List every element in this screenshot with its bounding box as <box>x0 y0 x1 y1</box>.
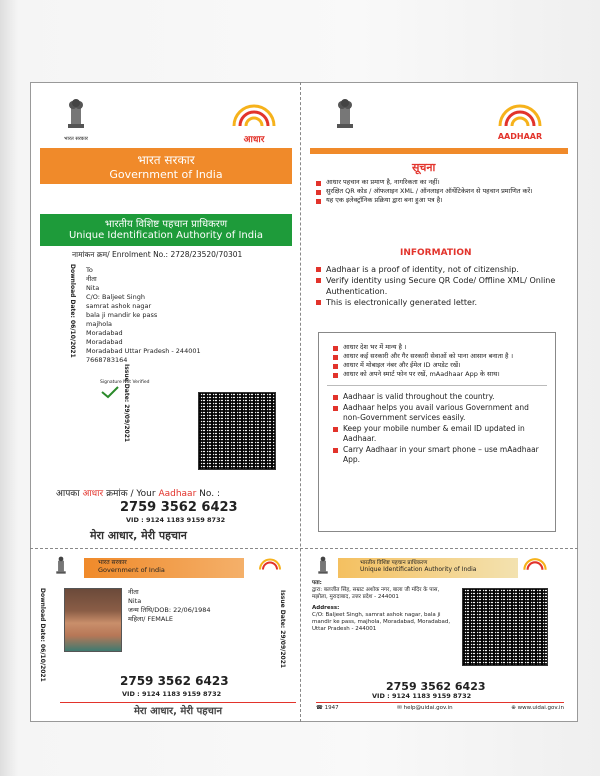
vertical-cut-line <box>300 82 301 722</box>
address-label-hindi: पता: <box>312 580 322 586</box>
logo-text-en: AADHAAR <box>497 132 543 141</box>
front-logo <box>256 556 284 578</box>
national-emblem-icon <box>316 556 330 576</box>
signature-status: Signature Not Verified <box>100 380 150 385</box>
information-item: This is electronically generated letter. <box>316 297 560 308</box>
national-emblem-icon <box>334 98 356 132</box>
notice-list <box>316 178 556 205</box>
address-line: To <box>86 266 93 274</box>
benefits-box <box>318 332 556 532</box>
signature-block <box>100 380 156 404</box>
front-emblem <box>54 556 68 580</box>
label-prefix: आपका <box>56 489 80 499</box>
label-mid: क्रमांक / Your <box>106 489 156 499</box>
address-english: C/O: Baljeet Singh, samrat ashok nagar, bala ji mandir ke pass, majhola, Moradabad, Moradabad, Uttar Pradesh - 244001 <box>312 611 451 633</box>
front-details <box>128 588 211 624</box>
signature-check-icon <box>100 385 120 399</box>
website-url: www.uidai.gov.in <box>517 705 564 711</box>
government-of-india-bar <box>40 148 292 184</box>
back-vid: VID : 9124 1183 9159 8732 <box>372 692 472 700</box>
qr-code-letter <box>198 392 276 470</box>
holder-dob: जन्म तिथि/DOB: 22/06/1984 <box>128 606 211 614</box>
back-address <box>312 580 456 633</box>
back-logo <box>520 556 550 578</box>
front-gov-hindi: भारत सरकार <box>98 559 127 566</box>
national-emblem-icon <box>65 98 87 132</box>
front-gov-english: Government of India <box>98 566 165 574</box>
notice-item: यह एक इलेक्ट्रॉनिक प्रक्रिया द्वारा बना हुआ पत्र है। <box>316 196 556 205</box>
recipient-address <box>86 266 236 365</box>
tagline: मेरा आधार, मेरी पहचान <box>90 529 187 542</box>
benefit-item-english: Aadhaar is valid throughout the country. <box>333 392 547 403</box>
orange-stripe <box>310 148 568 154</box>
emblem-caption: भारत सरकार <box>64 136 88 142</box>
aadhaar-sun-logo-icon <box>492 100 548 134</box>
address-line: नीता <box>86 275 97 283</box>
notice-item: सुरक्षित QR कोड / ऑफलाइन XML / ऑनलाइन ऑथेंटिकेशन से पहचान प्रमाणित करें। <box>316 187 556 196</box>
back-emblem <box>316 556 330 580</box>
front-download-date: Download Date: 06/10/2021 <box>39 588 46 682</box>
information-item: Verify identity using Secure QR Code/ Offline XML/ Online Authentication. <box>316 275 560 297</box>
qr-code-card <box>462 588 548 666</box>
benefit-item-hindi: आधार देश भर में मान्य है । <box>333 343 547 352</box>
web-contact: ⊕ www.uidai.gov.in <box>511 705 564 711</box>
front-vid: VID : 9124 1183 9159 8732 <box>122 690 222 698</box>
front-tagline: मेरा आधार, मेरी पहचान <box>60 702 296 716</box>
address-line: Moradabad Uttar Pradesh - 244001 <box>86 347 201 355</box>
address-line: bala ji mandir ke pass <box>86 311 158 319</box>
notice-title: सूचना <box>412 161 436 174</box>
back-uidai-bar <box>338 558 518 578</box>
aadhaar-sun-logo-icon <box>226 100 282 134</box>
holder-photo <box>64 588 122 652</box>
contact-footer <box>316 702 564 714</box>
label-aadhaar-hi: आधार <box>82 489 104 499</box>
notice-item: आधार पहचान का प्रमाण है, नागरिकता का नहीं। <box>316 178 556 187</box>
uidai-english: Unique Identification Authority of India <box>68 230 264 241</box>
address-line: Moradabad <box>86 329 123 337</box>
enrolment-number: नामांकन क्रम/ Enrolment No.: 2728/23520/70301 <box>72 250 243 259</box>
benefit-item-hindi: आधार को अपने स्मार्ट फोन पर रखें, mAadhaar App के साथ। <box>333 370 547 379</box>
phone-number: 1947 <box>324 705 339 711</box>
aadhaar-number-label <box>56 486 296 499</box>
address-line: Moradabad <box>86 338 123 346</box>
front-gov-bar <box>84 558 244 578</box>
benefit-item-english: Keep your mobile number & email ID updated in Aadhaar. <box>333 424 547 445</box>
gov-hindi: भारत सरकार <box>137 153 195 167</box>
benefits-hindi-list <box>333 343 547 379</box>
benefit-item-hindi: आधार कई सरकारी और गैर सरकारी सेवाओं को पाना आसान बनाता है । <box>333 352 547 361</box>
download-date-left: Download Date: 06/10/2021 <box>69 264 76 358</box>
address-line: majhola <box>86 320 113 328</box>
back-aadhaar-number: 2759 3562 6423 <box>386 680 486 693</box>
back-uidai-english: Unique Identification Authority of India <box>360 566 477 573</box>
aadhaar-logo <box>222 100 286 145</box>
aadhaar-sun-logo-icon <box>520 556 550 574</box>
aadhaar-number: 2759 3562 6423 <box>120 500 238 515</box>
email-address: help@uidai.gov.in <box>403 705 453 711</box>
information-item: Aadhaar is a proof of identity, not of citizenship. <box>316 264 560 275</box>
information-title: INFORMATION <box>400 248 472 258</box>
emblem-right <box>334 98 356 136</box>
back-uidai-hindi: भारतीय विशिष्ट पहचान प्राधिकरण <box>360 560 428 566</box>
address-line: Nita <box>86 284 100 292</box>
national-emblem-icon <box>54 556 68 576</box>
address-hindi: द्वारा: बलजीत सिंह, सम्राट अशोक नगर, बाला जी मंदिर के पास, मझोला, मुरादाबाद, उत्तर प्रदेश - 244001 <box>312 587 440 601</box>
holder-name-hindi: नीता <box>128 588 139 596</box>
address-line: samrat ashok nagar <box>86 302 152 310</box>
emblem-block <box>56 98 96 142</box>
address-line: 7668783164 <box>86 356 128 364</box>
holder-name-english: Nita <box>128 597 142 605</box>
aadhaar-logo-right <box>488 100 552 141</box>
phone-contact: ☎ 1947 <box>316 705 339 711</box>
issue-date-left: Issue Date: 29/09/2021 <box>123 364 130 443</box>
holder-gender: महिला/ FEMALE <box>128 615 173 623</box>
label-suffix: No. : <box>199 489 220 499</box>
front-aadhaar-number: 2759 3562 6423 <box>120 674 229 688</box>
benefits-english-list <box>333 392 547 466</box>
vid-number: VID : 9124 1183 9159 8732 <box>126 516 226 524</box>
label-aadhaar-en: Aadhaar <box>158 489 197 499</box>
uidai-bar <box>40 214 292 246</box>
email-contact: ✉ help@uidai.gov.in <box>397 705 453 711</box>
gov-english: Government of India <box>109 168 223 181</box>
horizontal-cut-line <box>30 548 578 549</box>
information-list <box>316 264 560 308</box>
uidai-hindi: भारतीय विशिष्ट पहचान प्राधिकरण <box>104 219 228 230</box>
address-label-english: Address: <box>312 604 340 611</box>
logo-text: आधार <box>243 135 265 145</box>
benefit-item-english: Carry Aadhaar in your smart phone – use mAadhaar App. <box>333 445 547 466</box>
benefit-item-english: Aadhaar helps you avail various Government and non-Government services easily. <box>333 403 547 424</box>
aadhaar-sun-logo-icon <box>256 556 284 574</box>
benefit-item-hindi: आधार में मोबाइल नंबर और ईमेल ID अपडेट रखें। <box>333 361 547 370</box>
front-issue-date: Issue Date: 29/09/2021 <box>279 590 286 669</box>
address-line: C/O: Baljeet Singh <box>86 293 145 301</box>
